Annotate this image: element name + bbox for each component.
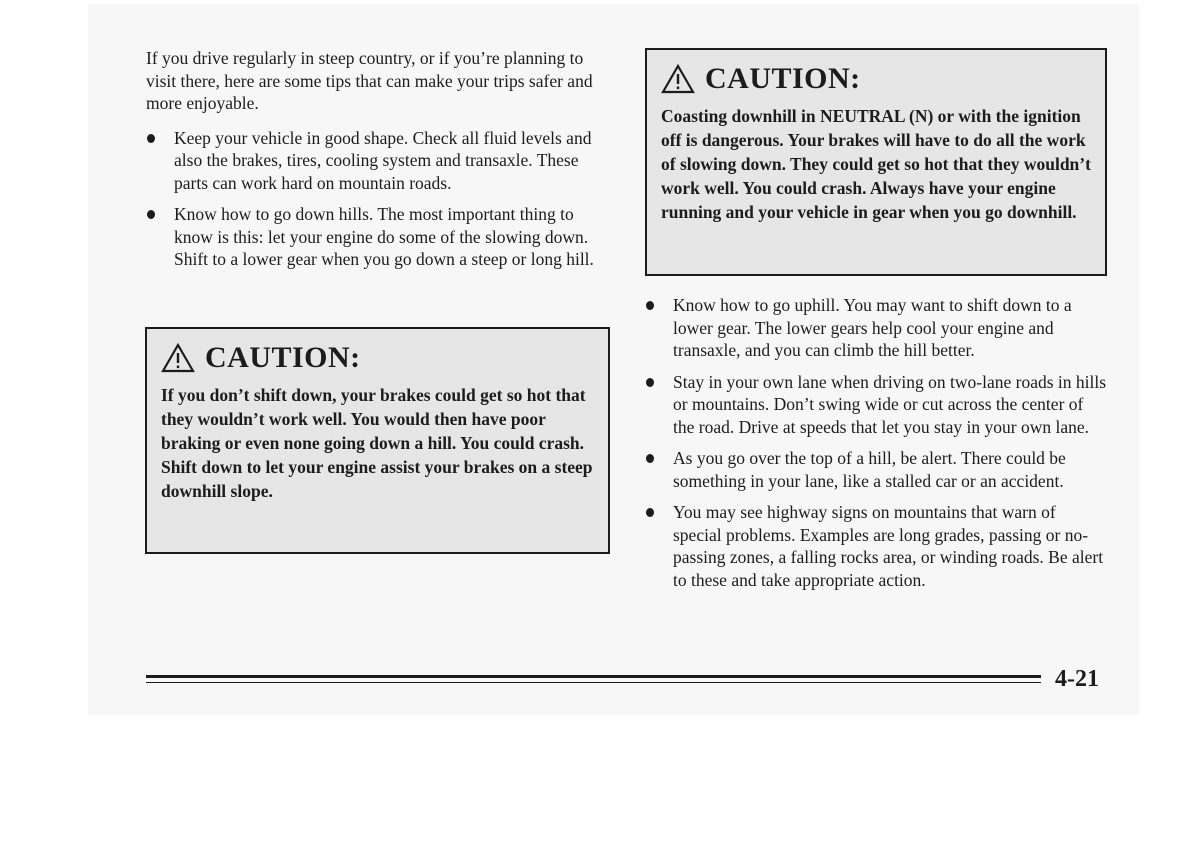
caution-header: [161, 341, 594, 375]
caution-title: CAUTION:: [205, 341, 361, 374]
list-item-text: Know how to go uphill. You may want to shift down to a lower gear. The lower gears help cool your engine and transaxle, and you can climb the hill better.: [673, 295, 1072, 360]
list-item: [645, 447, 1107, 492]
bullet-dot-icon: [147, 210, 155, 219]
list-item: [645, 501, 1107, 591]
right-column: [645, 48, 1107, 600]
intro-paragraph: If you drive regularly in steep country, or if you’re planning to visit there, here are some tips that can make your trips safer and more enjoyable.: [146, 48, 593, 113]
caution-box-downshift: [145, 327, 610, 554]
caution-box-neutral: [645, 48, 1107, 276]
list-item: [645, 371, 1107, 439]
caution-title: CAUTION:: [705, 62, 861, 95]
list-item: [146, 203, 606, 271]
footer-rule: [146, 675, 1041, 678]
right-bullet-list: [645, 294, 1107, 591]
list-item-text: Stay in your own lane when driving on two-lane roads in hills or mountains. Don’t swing wide or cut across the center of the road. Drive at speeds that let you stay in your own lane.: [673, 371, 1107, 437]
page-number: 4-21: [1055, 666, 1099, 692]
bullet-dot-icon: [646, 378, 654, 387]
footer-rule-thin: [146, 682, 1041, 683]
caution-header: [661, 62, 1091, 96]
warning-triangle-icon: [161, 343, 195, 373]
bullet-dot-icon: [646, 454, 654, 463]
bullet-dot-icon: [646, 301, 654, 310]
caution-text: If you don’t shift down, your brakes could get so hot that they wouldn’t work well. You would then have poor braking or even none going down a hill. You could crash. Shift down to let your engine assist your brakes on a steep downhill slope.: [161, 385, 593, 501]
list-item: [645, 294, 1107, 362]
left-bullet-list: [146, 127, 606, 271]
bullet-dot-icon: [646, 508, 654, 517]
list-item-text: As you go over the top of a hill, be alert. There could be something in your lane, like a stalled car or an accident.: [673, 448, 1066, 491]
caution-text: Coasting downhill in NEUTRAL (N) or with the ignition off is dangerous. Your brakes will have to do all the work of slowing down. They could get so hot that they wouldn’t work well. You could crash. Always have your engine running and your vehicle in gear when you go downhill.: [661, 106, 1091, 222]
bullet-dot-icon: [147, 134, 155, 143]
list-item-text: Keep your vehicle in good shape. Check all fluid levels and also the brakes, tires, cooling system and transaxle. These parts can work hard on mountain roads.: [174, 127, 592, 193]
warning-triangle-icon: [661, 64, 695, 94]
left-column: [146, 47, 606, 280]
list-item: [146, 127, 606, 195]
list-item-text: Know how to go down hills. The most important thing to know is this: let your engine do some of the slowing down. Shift to a lower gear when you go down a steep or long hill.: [174, 204, 594, 269]
list-item-text: You may see highway signs on mountains that warn of special problems. Examples are long grades, passing or no-passing zones, a falling rocks area, or winding roads. Be alert to these and take appropriate action.: [673, 502, 1104, 590]
